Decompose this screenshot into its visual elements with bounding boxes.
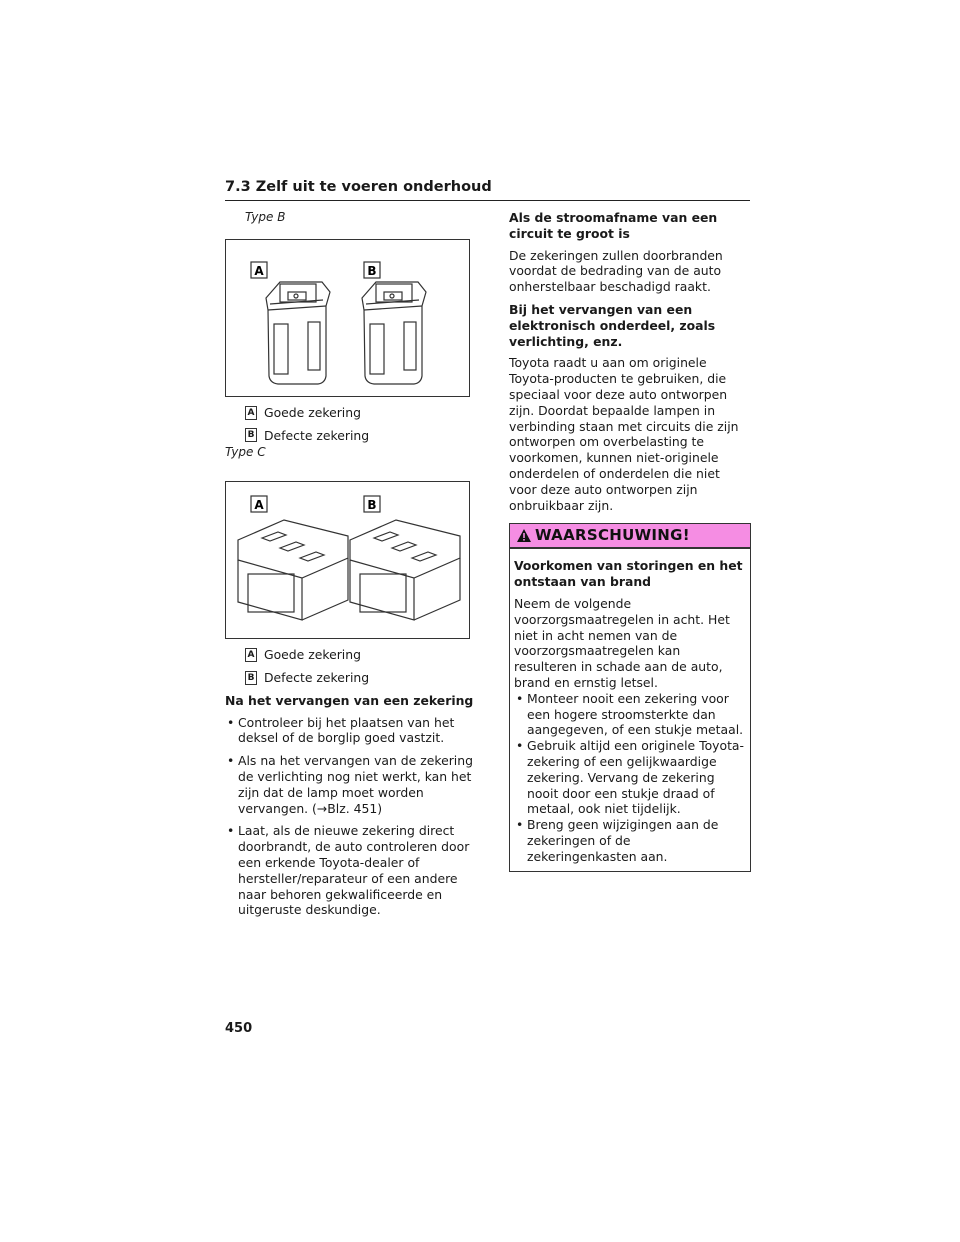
legend-c-defect-fuse bbox=[245, 670, 475, 686]
warning-triangle-icon bbox=[516, 528, 532, 543]
type-b-label: Type B bbox=[245, 210, 286, 224]
overload-heading: Als de stroomafname van een circuit te groot is bbox=[509, 210, 718, 241]
fig-tag-a: A bbox=[254, 263, 264, 278]
overload-paragraph: De zekeringen zullen doorbranden voordat de bedrading van de auto onherstelbaar beschadigd raakt. bbox=[509, 247, 723, 295]
legend-c-text-b: Defecte zekering bbox=[264, 669, 370, 685]
fuse-type-b-illustration bbox=[225, 239, 470, 397]
legend-c-good-fuse bbox=[245, 647, 475, 663]
legend-tag-b: B bbox=[245, 428, 257, 442]
warning-subheading: Voorkomen van storingen en het ontstaan van brand bbox=[514, 558, 743, 590]
left-column bbox=[225, 210, 475, 925]
list-item: • Breng geen wijzigingen aan de zekeringen of de zekeringenkasten aan. bbox=[514, 817, 744, 864]
legend-text-b: Defecte zekering bbox=[264, 427, 370, 443]
legend-c-tag-b: B bbox=[245, 671, 257, 685]
replace-electronic-paragraph: Toyota raadt u aan om originele Toyota-producten te gebruiken, die speciaal voor deze auto ontworpen zijn. Doordat bepaalde lampen in verbinding staan met circuits die zijn ontworpen om overbelasting te voorkomen, kunnen niet-originele onderdelen of onderdelen die niet voor deze auto ontworpen zijn onbruikbaar zijn. bbox=[509, 355, 739, 513]
warning-title: WAARSCHUWING! bbox=[535, 525, 690, 544]
list-item: • Monteer nooit een zekering voor een hogere stroomsterkte dan aangegeven, of een stukje metaal. bbox=[514, 691, 744, 738]
type-c-label: Type C bbox=[225, 445, 266, 460]
right-column bbox=[509, 210, 751, 872]
list-item: • Als na het vervangen van de zekering de verlichting nog niet werkt, kan het zijn dat de lamp moet worden vervangen. (→Blz. 451) bbox=[225, 753, 475, 816]
after-replace-heading: Na het vervangen van een zekering bbox=[225, 692, 474, 708]
fuse-type-b-drawing bbox=[226, 240, 469, 396]
legend-tag-a: A bbox=[245, 406, 257, 420]
fig-c-tag-b: B bbox=[367, 498, 377, 513]
warning-body bbox=[510, 549, 750, 871]
legend-defect-fuse bbox=[245, 428, 475, 444]
list-item: • Gebruik altijd een originele Toyota-zekering of een gelijkwaardige zekering. Vervang de zekering nooit door een stukje draad of metaal, ook niet tijdelijk. bbox=[514, 738, 744, 817]
page-number: 450 bbox=[225, 1021, 253, 1036]
fig-tag-b: B bbox=[367, 263, 377, 278]
fuse-type-c-drawing bbox=[226, 482, 469, 638]
section-header: 7.3 Zelf uit te voeren onderhoud bbox=[225, 178, 750, 201]
warning-list bbox=[514, 691, 744, 865]
legend-good-fuse bbox=[245, 405, 475, 421]
warning-header bbox=[510, 524, 750, 549]
fig-c-tag-a: A bbox=[254, 498, 264, 513]
after-replace-list bbox=[225, 715, 475, 919]
list-item: • Laat, als de nieuwe zekering direct doorbrandt, de auto controleren door een erkende Toyota-dealer of hersteller/reparateur of een andere naar behoren gekwalificeerde en uitgeruste deskundige. bbox=[225, 823, 475, 918]
replace-electronic-heading: Bij het vervangen van een elektronisch onderdeel, zoals verlichting, enz. bbox=[509, 301, 716, 349]
list-item: • Controleer bij het plaatsen van het deksel of de borglip goed vastzit. bbox=[225, 715, 475, 747]
legend-c-text-a: Goede zekering bbox=[264, 647, 361, 663]
warning-intro: Neem de volgende voorzorgsmaatregelen in acht. Het niet in acht nemen van de voorzorgsmaatregelen kan resulteren in schade aan de auto, brand en ernstig letsel. bbox=[514, 595, 730, 690]
legend-c-tag-a: A bbox=[245, 648, 257, 662]
legend-text-a: Goede zekering bbox=[264, 404, 361, 420]
warning-box bbox=[509, 523, 751, 872]
fuse-type-c-illustration bbox=[225, 481, 470, 639]
